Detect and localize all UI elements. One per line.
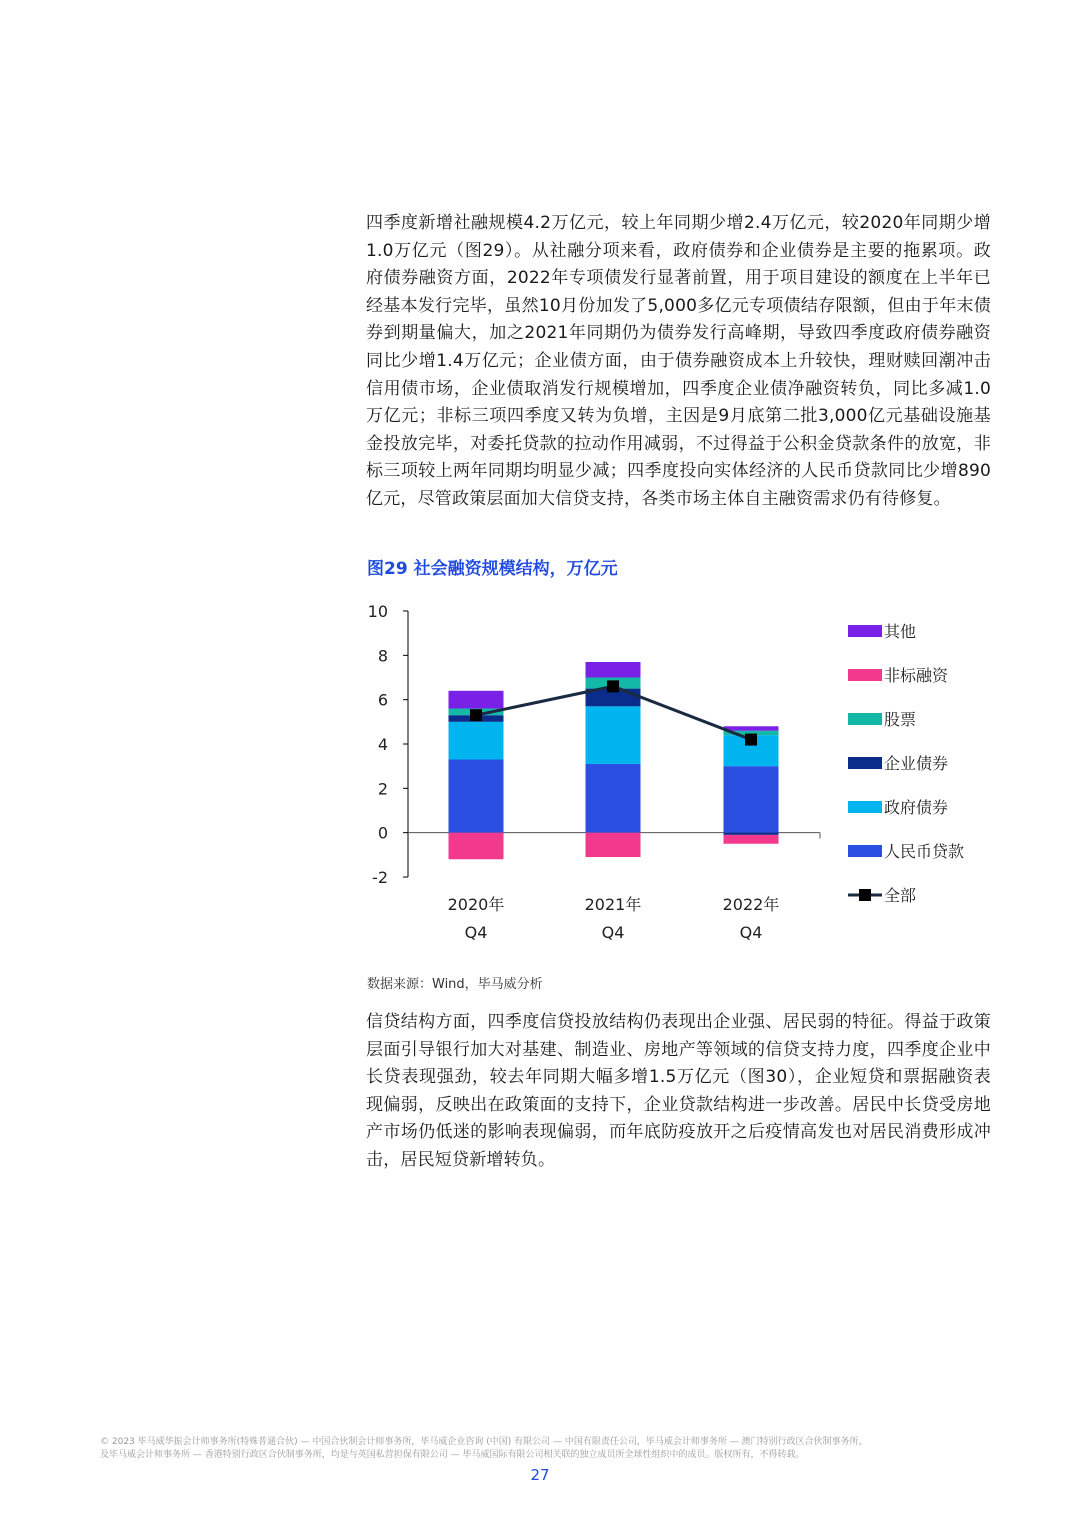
- legend-label: 政府债券: [884, 798, 949, 817]
- stacked-bar-chart: [360, 592, 1000, 962]
- x-category-label: 2022年: [722, 895, 780, 914]
- total-point: [607, 680, 619, 692]
- legend-swatch: [848, 801, 882, 813]
- bar-segment: [449, 760, 504, 833]
- legend-label: 全部: [884, 886, 917, 905]
- figure-title: 图29 社会融资规模结构，万亿元: [367, 559, 618, 579]
- bar-segment: [724, 766, 779, 833]
- x-category-label: Q4: [601, 923, 625, 942]
- chart-legend: [848, 622, 964, 905]
- y-tick-label: 6: [377, 690, 388, 710]
- body-paragraph-2: 信贷结构方面，四季度信贷投放结构仍表现出企业强、居民弱的特征。得益于政策层面引导银行加大对基建、制造业、房地产等领域的信贷支持力度，四季度企业中长贷表现强劲，较去年同期大幅多增1.5万亿元（图30），企业短贷和票据融资表现偏弱，反映出在政策面的支持下，企业贷款结构进一步改善。居民中长贷受房地产市场仍低迷的影响表现偏弱，而年底防疫放开之后疫情高发也对居民消费形成冲击，居民短贷新增转负。: [366, 1012, 991, 1170]
- legend-swatch: [848, 625, 882, 637]
- bar-segment: [586, 764, 641, 833]
- x-category-label: Q4: [464, 923, 488, 942]
- x-category-label: 2020年: [447, 895, 505, 914]
- chart-labels: [448, 895, 780, 942]
- bar-segment: [724, 833, 779, 835]
- bar-segment: [449, 833, 504, 860]
- body-paragraph-1: 四季度新增社融规模4.2万亿元，较上年同期少增2.4万亿元，较2020年同期少增1.0万亿元（图29）。从社融分项来看，政府债券和企业债券是主要的拖累项。政府债券融资方面，2022年专项债发行显著前置，用于项目建设的额度在上半年已经基本发行完毕，虽然10月份加发了5,000多亿元专项债结存限额，但由于年末债券到期量偏大，加之2021年同期仍为债券发行高峰期，导致四季度政府债券融资同比少增1.4万亿元；企业债方面，由于债券融资成本上升较快，理财赎回潮冲击信用债市场，企业债取消发行规模增加，四季度企业债净融资转负，同比多减1.0万亿元；非标三项四季度又转为负增，主因是9月底第二批3,000亿元基础设施基金投放完毕，对委托贷款的拉动作用减弱，不过得益于公积金贷款条件的放宽，非标三项较上两年同期均明显少减；四季度投向实体经济的人民币贷款同比少增890亿元，尽管政策层面加大信贷支持，各类市场主体自主融资需求仍有待修复。: [366, 213, 991, 509]
- y-tick-label: 8: [377, 646, 388, 666]
- y-tick-label: 0: [377, 823, 388, 843]
- y-tick-label: 10: [367, 602, 388, 621]
- legend-label: 非标融资: [884, 666, 949, 685]
- x-category-label: 2021年: [584, 895, 642, 914]
- y-tick-label: 2: [377, 779, 388, 799]
- y-tick-label: -2: [372, 868, 388, 887]
- footer-legal-line-1: © 2023 毕马威华振会计师事务所(特殊普通合伙) — 中国合伙制会计师事务所，毕马威企业咨询 (中国) 有限公司 — 中国有限责任公司，毕马威会计师事务所 — 澳门特别行政区合伙制事务所，: [100, 1437, 868, 1447]
- legend-line-marker: [859, 889, 871, 901]
- footer-legal-line-2: 及毕马威会计师事务所 — 香港特别行政区合伙制事务所，均是与英国私营担保有限公司 — 毕马威国际有限公司相关联的独立成员所全球性组织中的成员。版权所有，不得转载。: [100, 1450, 805, 1460]
- total-point: [745, 734, 757, 746]
- legend-swatch: [848, 713, 882, 725]
- page-number: 27: [530, 1466, 550, 1484]
- bar-segment: [586, 833, 641, 857]
- legend-label: 股票: [884, 710, 917, 729]
- legend-label: 其他: [884, 622, 917, 641]
- y-tick-label: 4: [377, 735, 388, 754]
- legend-swatch: [848, 669, 882, 681]
- bar-segment: [449, 722, 504, 760]
- footer-legal: [100, 1436, 980, 1462]
- bar-segment: [586, 706, 641, 764]
- bar-segment: [586, 662, 641, 678]
- total-point: [470, 709, 482, 721]
- x-category-label: Q4: [739, 923, 763, 942]
- legend-label: 人民币贷款: [884, 842, 965, 861]
- figure-source: 数据来源：Wind，毕马威分析: [367, 977, 543, 992]
- legend-label: 企业债券: [884, 754, 949, 773]
- legend-swatch: [848, 845, 882, 857]
- bar-segment: [724, 835, 779, 844]
- bar-segment: [449, 691, 504, 709]
- bar-segment: [724, 726, 779, 730]
- legend-swatch: [848, 757, 882, 769]
